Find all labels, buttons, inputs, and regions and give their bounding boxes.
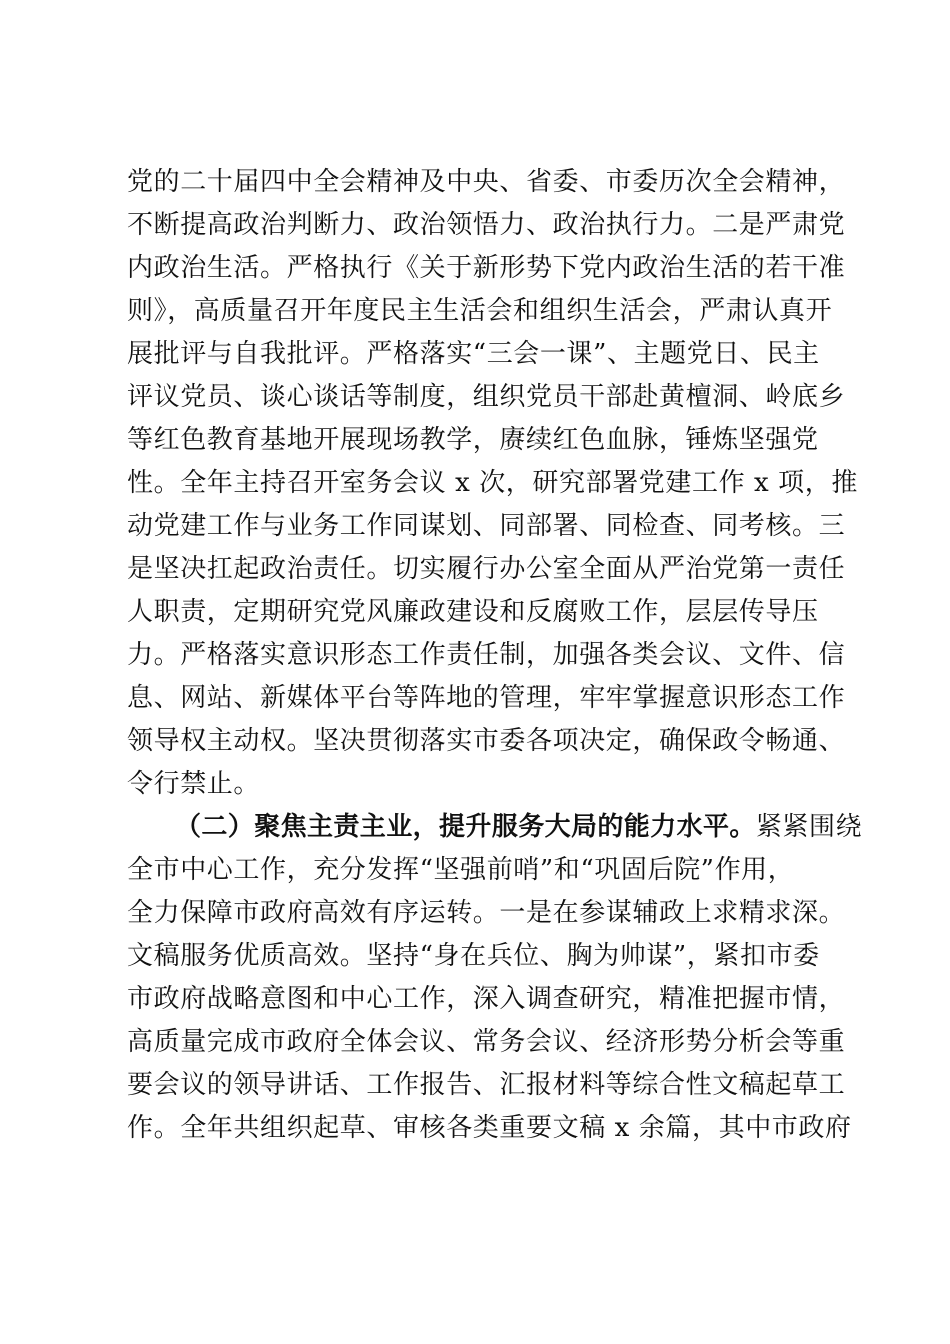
body-text-line: 高质量完成市政府全体会议、常务会议、经济形势分析会等重 [127,1027,846,1057]
section-heading-continuation: 紧紧围绕 [755,812,863,842]
body-text-line: 领导权主动权。坚决贯彻落实市委各项决定，确保政令畅通、 [127,726,846,756]
body-text-line: 内政治生活。严格执行《关于新形势下党内政治生活的若干准 [127,253,846,283]
body-text-line: 等红色教育基地开展现场教学，赓续红色血脉，锤炼坚强党 [127,425,819,455]
body-text-line: 令行禁止。 [127,769,261,799]
section-heading: （二）聚焦主责主业，提升服务大局的能力水平。 [175,812,756,842]
body-text-line: 力。严格落实意识形态工作责任制，加强各类会议、文件、信 [127,640,846,670]
body-text-line: 动党建工作与业务工作同谋划、同部署、同检查、同考核。三 [127,511,846,541]
body-text-line: 是坚决扛起政治责任。切实履行办公室全面从严治党第一责任 [127,554,846,584]
body-text-line: 不断提高政治判断力、政治领悟力、政治执行力。二是严肃党 [127,210,846,240]
body-text-line: 息、网站、新媒体平台等阵地的管理，牢牢掌握意识形态工作 [127,683,846,713]
body-text-line: 要会议的领导讲话、工作报告、汇报材料等综合性文稿起草工 [127,1070,846,1100]
body-text-line: 性。全年主持召开室务会议 x 次，研究部署党建工作 x 项，推 [127,468,858,498]
body-text-line: 文稿服务优质高效。坚持“身在兵位、胸为帅谋”，紧扣市委 [127,941,820,971]
body-text-line: 市政府战略意图和中心工作，深入调查研究，精准把握市情， [127,984,846,1014]
body-text-line: 则》，高质量召开年度民主生活会和组织生活会，严肃认真开 [127,296,833,326]
body-text-line: 展批评与自我批评。严格落实“三会一课”、主题党日、民主 [127,339,820,369]
body-text-line: 全市中心工作，充分发挥“坚强前哨”和“巩固后院”作用， [127,855,795,885]
body-text-line: 评议党员、谈心谈话等制度，组织党员干部赴黄檀洞、岭底乡 [127,382,846,412]
body-text-line: 作。全年共组织起草、审核各类重要文稿 x 余篇，其中市政府 [127,1113,852,1143]
section-heading-line [175,807,895,847]
body-text-line: 全力保障市政府高效有序运转。一是在参谋辅政上求精求深。 [127,898,846,928]
body-text-line: 党的二十届四中全会精神及中央、省委、市委历次全会精神， [127,167,846,197]
body-text-line: 人职责，定期研究党风廉政建设和反腐败工作，层层传导压 [127,597,819,627]
